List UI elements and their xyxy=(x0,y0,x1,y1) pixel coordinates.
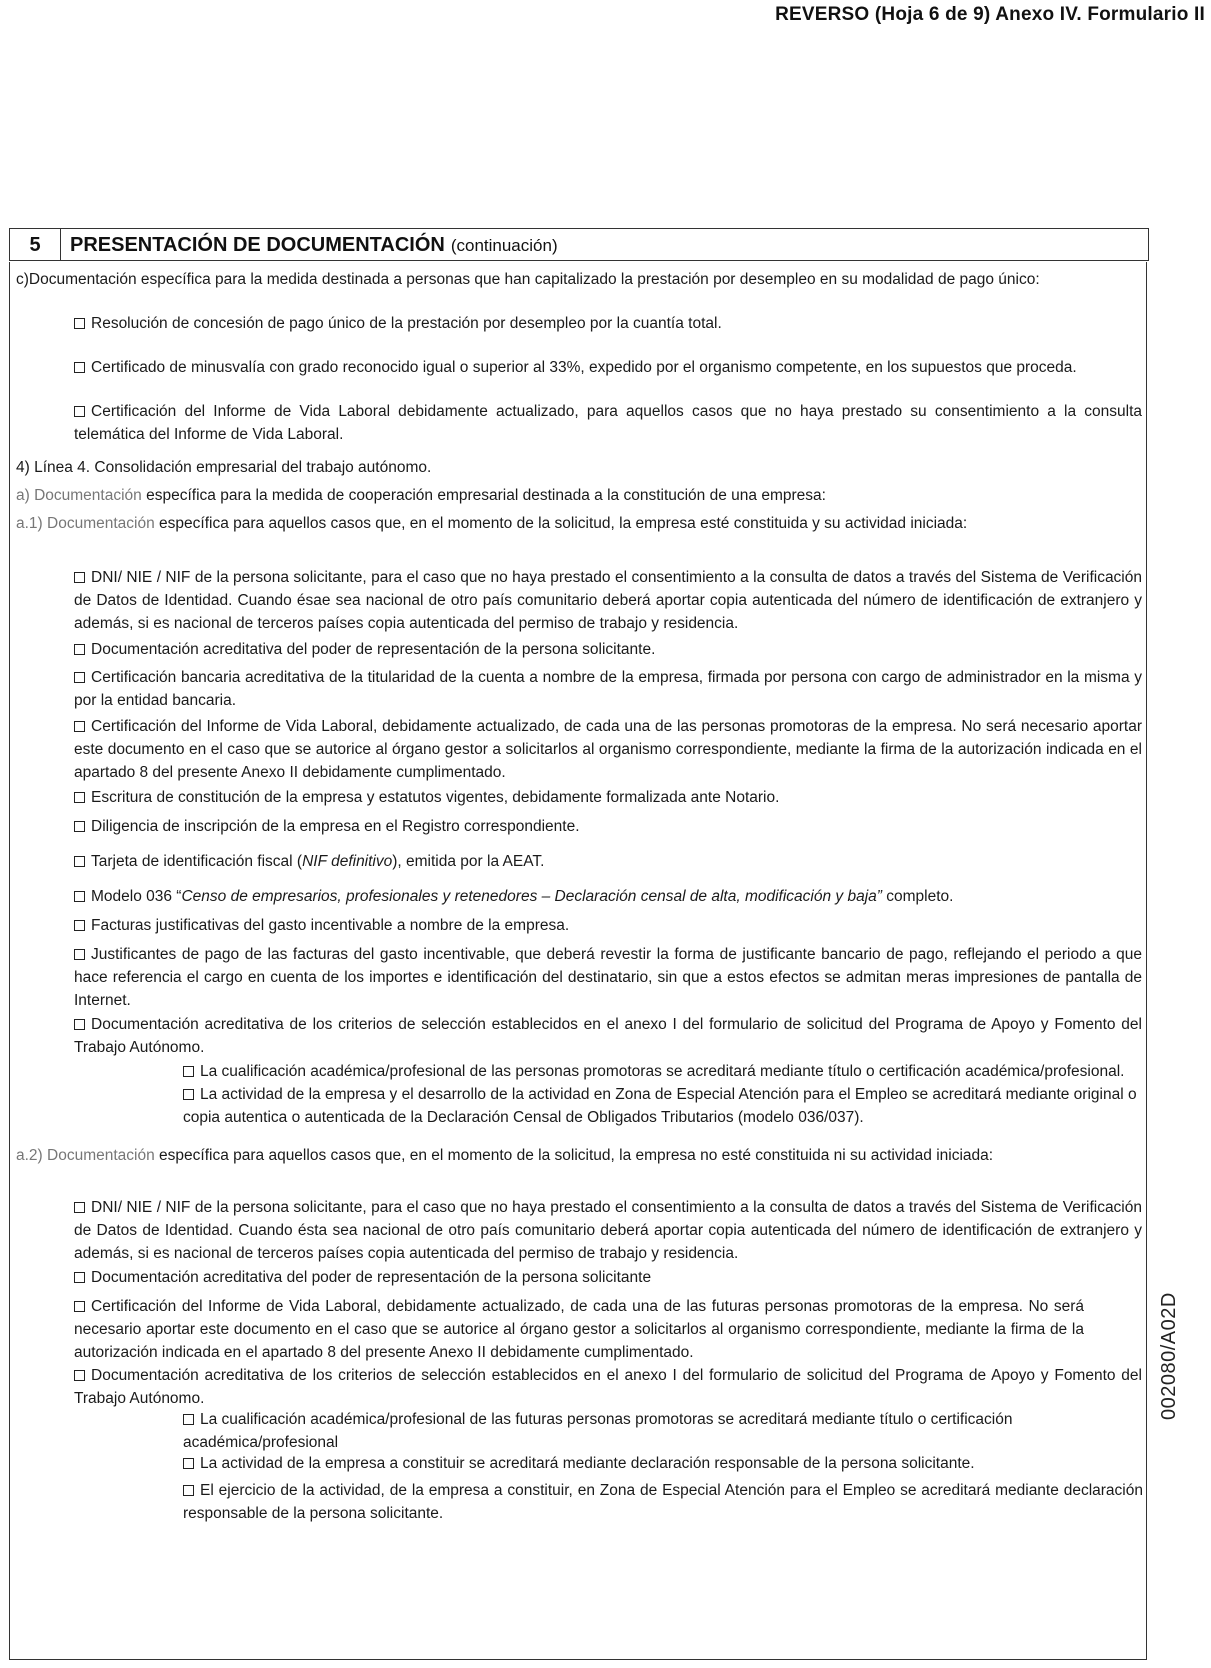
checkbox[interactable] xyxy=(74,856,85,867)
checkbox[interactable] xyxy=(74,920,85,931)
page-header: REVERSO (Hoja 6 de 9) Anexo IV. Formulario II xyxy=(775,4,1205,25)
line4-a1 xyxy=(16,512,1116,535)
c-intro: c)Documentación específica para la medida destinada a personas que han capitalizado la prestación por desempleo en su modalidad de pago único: xyxy=(16,271,1040,288)
nif-italic: NIF definitivo xyxy=(302,853,393,870)
modelo-after: completo. xyxy=(881,888,954,905)
a1-item-2[interactable] xyxy=(74,638,1142,661)
line4-a-prefix: a) Documentación xyxy=(16,487,142,504)
a1-item-9[interactable] xyxy=(74,1013,1142,1059)
a2-item-4-text: Documentación acreditativa de los criterios de selección establecidos en el anexo I del formulario de solicitud del Programa de Apoyo y Fomento del Trabajo Autónomo. xyxy=(74,1367,1142,1407)
checkbox[interactable] xyxy=(183,1414,194,1425)
a2-item-1[interactable] xyxy=(74,1196,1142,1265)
checkbox[interactable] xyxy=(74,318,85,329)
a2-prefix: a.2) Documentación xyxy=(16,1147,155,1164)
checkbox[interactable] xyxy=(74,949,85,960)
checkbox[interactable] xyxy=(183,1458,194,1469)
frame-bottom-border xyxy=(9,1659,1147,1660)
a2-sub-item-2[interactable] xyxy=(183,1452,1143,1475)
a1-item-6-text: Diligencia de inscripción de la empresa en el Registro correspondiente. xyxy=(91,818,580,835)
a1-item-9-text: Documentación acreditativa de los criterios de selección establecidos en el anexo I del formulario de solicitud del Programa de Apoyo y Fomento del Trabajo Autónomo. xyxy=(74,1016,1142,1056)
a1-item-2-text: Documentación acreditativa del poder de representación de la persona solicitante. xyxy=(91,641,656,658)
c-item-2[interactable] xyxy=(74,356,1084,379)
line4-a1-rest: específica para aquellos casos que, en el momento de la solicitud, la empresa esté constituida y su actividad iniciada: xyxy=(154,515,968,532)
section-title xyxy=(70,229,558,260)
a1-item-7-text: Facturas justificativas del gasto incentivable a nombre de la empresa. xyxy=(91,917,570,934)
checkbox[interactable] xyxy=(183,1485,194,1496)
a2-title xyxy=(16,1144,1116,1167)
a1-item-1[interactable] xyxy=(74,566,1142,635)
a1-sub-item-2-text: La actividad de la empresa y el desarrollo de la actividad en Zona de Especial Atención para el Empleo se acreditará mediante original o copia autentica o autenticada de la Declaración Censal de Obligados Tributarios (modelo 036/037). xyxy=(183,1086,1137,1126)
c-item-1[interactable] xyxy=(74,312,1074,335)
a1-item-6[interactable] xyxy=(74,815,1142,838)
checkbox[interactable] xyxy=(74,721,85,732)
checkbox[interactable] xyxy=(74,362,85,373)
a1-item-7[interactable] xyxy=(74,914,1142,937)
modelo-italic: Censo de empresarios, profesionales y retenedores – Declaración censal de alta, modificación y baja” xyxy=(181,888,882,905)
a2-sub-item-1-text: La cualificación académica/profesional de las futuras personas promotoras se acreditará mediante título o certificación académica/profesional xyxy=(183,1411,1013,1451)
a1-item-8[interactable] xyxy=(74,943,1142,1012)
nif-before: Tarjeta de identificación fiscal ( xyxy=(91,853,303,870)
section-number: 5 xyxy=(10,229,61,260)
a1-item-5-text: Escritura de constitución de la empresa y estatutos vigentes, debidamente formalizada ante Notario. xyxy=(91,789,780,806)
a2-item-3-text: Certificación del Informe de Vida Laboral, debidamente actualizado, de cada una de las futuras personas promotoras de la empresa. No será necesario aportar este documento en el caso que se autorice al órgano gestor a solicitarlos al organismo correspondiente, mediante la firma de la autorización indicada en el apartado 8 del presente Anexo II debidamente cumplimentado. xyxy=(74,1298,1084,1361)
checkbox[interactable] xyxy=(74,672,85,683)
a1-item-nif[interactable] xyxy=(74,850,1142,873)
nif-after: ), emitida por la AEAT. xyxy=(392,853,545,870)
frame-right-border xyxy=(1146,262,1147,1660)
side-code-text: 002080/A02D xyxy=(1158,1292,1180,1420)
a1-item-5[interactable] xyxy=(74,786,1142,809)
a2-item-1-text: DNI/ NIE / NIF de la persona solicitante, para el caso que no haya prestado el consentimiento a la consulta de datos a través del Sistema de Verificación de Datos de Identidad. Cuando ésta sea nacional de otro país comunitario deberá aportar copia autenticada del número de identificación de extranjero y además, si es nacional de terceros países copia autenticada del permiso de trabajo y residencia. xyxy=(74,1199,1142,1262)
a1-item-3-text: Certificación bancaria acreditativa de la titularidad de la cuenta a nombre de la empresa, firmada por persona con cargo de administrador en la misma y por la entidad bancaria. xyxy=(74,669,1142,709)
checkbox[interactable] xyxy=(74,644,85,655)
checkbox[interactable] xyxy=(74,1019,85,1030)
a1-item-4[interactable] xyxy=(74,715,1142,784)
a1-item-1-text: DNI/ NIE / NIF de la persona solicitante, para el caso que no haya prestado el consentimiento a la consulta de datos a través del Sistema de Verificación de Datos de Identidad. Cuando ésae sea nacional de otro país comunitario deberá aportar copia autenticada del número de identificación de extranjero y además, si es nacional de terceros países copia autenticada del permiso de trabajo y residencia. xyxy=(74,569,1142,632)
checkbox[interactable] xyxy=(74,792,85,803)
a1-sub-item-2[interactable] xyxy=(183,1083,1143,1129)
checkbox[interactable] xyxy=(183,1089,194,1100)
a2-rest: específica para aquellos casos que, en el momento de la solicitud, la empresa no esté constituida ni su actividad iniciada: xyxy=(154,1147,994,1164)
section-header xyxy=(9,228,1149,261)
c-item-3[interactable] xyxy=(74,400,1142,446)
line4-title: 4) Línea 4. Consolidación empresarial del trabajo autónomo. xyxy=(16,459,432,476)
a1-item-3[interactable] xyxy=(74,666,1142,712)
a1-item-4-text: Certificación del Informe de Vida Laboral, debidamente actualizado, de cada una de las personas promotoras de la empresa. No será necesario aportar este documento en el caso que se autorice al órgano gestor a solicitarlos al organismo correspondiente, mediante la firma de la autorización indicada en el apartado 8 del presente Anexo II debidamente cumplimentado. xyxy=(74,718,1142,781)
checkbox[interactable] xyxy=(74,1370,85,1381)
a2-item-2[interactable] xyxy=(74,1266,1142,1289)
a2-item-2-text: Documentación acreditativa del poder de representación de la persona solicitante xyxy=(91,1269,652,1286)
a1-item-modelo[interactable] xyxy=(74,885,1142,908)
a2-item-3[interactable] xyxy=(74,1295,1084,1364)
checkbox[interactable] xyxy=(74,1301,85,1312)
line4-a xyxy=(16,484,1116,507)
checkbox[interactable] xyxy=(74,572,85,583)
a1-sub-item-1[interactable] xyxy=(183,1060,1143,1083)
checkbox[interactable] xyxy=(183,1066,194,1077)
c-item-1-text: Resolución de concesión de pago único de la prestación por desempleo por la cuantía total. xyxy=(91,315,722,332)
section-continuation: (continuación) xyxy=(450,236,558,255)
checkbox[interactable] xyxy=(74,891,85,902)
a2-sub-item-2-text: La actividad de la empresa a constituir se acreditará mediante declaración responsable de la persona solicitante. xyxy=(200,1455,975,1472)
line4-a1-prefix: a.1) Documentación xyxy=(16,515,155,532)
line4-a-rest: específica para la medida de cooperación empresarial destinada a la constitución de una empresa: xyxy=(141,487,826,504)
c-item-2-text: Certificado de minusvalía con grado reconocido igual o superior al 33%, expedido por el organismo competente, en los supuestos que proceda. xyxy=(91,359,1077,376)
a2-sub-item-1[interactable] xyxy=(183,1408,1063,1454)
a2-item-4[interactable] xyxy=(74,1364,1142,1410)
c-item-3-text: Certificación del Informe de Vida Laboral debidamente actualizado, para aquellos casos que no haya prestado su consentimiento a la consulta telemática del Informe de Vida Laboral. xyxy=(74,403,1142,443)
a1-item-8-text: Justificantes de pago de las facturas del gasto incentivable, que deberá revestir la forma de justificante bancario de pago, reflejando el periodo a que hace referencia el cargo en cuenta de los importes e identificación del destinatario, sin que a estos efectos se admitan meras impresiones de pantalla de Internet. xyxy=(74,946,1142,1009)
checkbox[interactable] xyxy=(74,821,85,832)
frame-left-border xyxy=(9,262,10,1660)
checkbox[interactable] xyxy=(74,1272,85,1283)
checkbox[interactable] xyxy=(74,406,85,417)
a1-sub-item-1-text: La cualificación académica/profesional de las personas promotoras se acreditará mediante título o certificación académica/profesional. xyxy=(200,1063,1125,1080)
checkbox[interactable] xyxy=(74,1202,85,1213)
a2-sub-item-3[interactable] xyxy=(183,1479,1143,1525)
a2-sub-item-3-text: El ejercicio de la actividad, de la empresa a constituir, en Zona de Especial Atención para el Empleo se acreditará mediante declaración responsable de la persona solicitante. xyxy=(183,1482,1143,1522)
modelo-before: Modelo 036 “ xyxy=(91,888,182,905)
section-title-text: PRESENTACIÓN DE DOCUMENTACIÓN xyxy=(70,234,445,256)
